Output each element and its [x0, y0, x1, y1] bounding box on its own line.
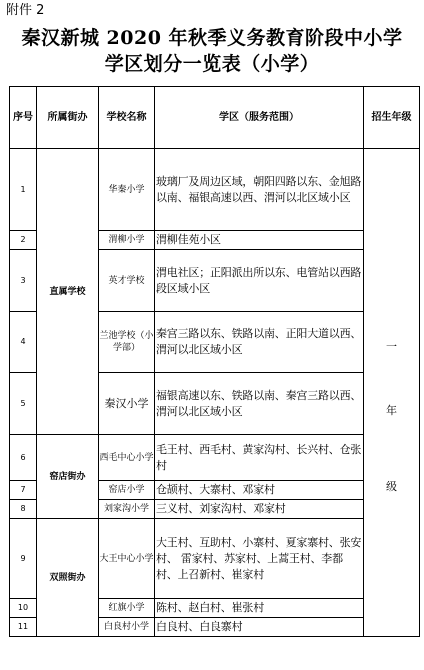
- grade-char-1: 一: [386, 340, 397, 353]
- row-no: 3: [10, 250, 37, 312]
- table-row: [10, 519, 420, 599]
- service-area: 渭柳佳苑小区: [155, 231, 364, 250]
- service-area: 福银高速以东、铁路以南、秦宫三路以西、渭河以北区域小区: [155, 373, 364, 435]
- row-no: 9: [10, 519, 37, 599]
- district-zhishu: 直属学校: [37, 149, 99, 435]
- row-no: 7: [10, 481, 37, 500]
- header-school: 学校名称: [99, 87, 155, 149]
- service-area: 秦宫三路以东、铁路以南、正阳大道以西、渭河以北区域小区: [155, 312, 364, 373]
- service-area: 玻璃厂及周边区域，朝阳四路以东、金旭路以南、福银高速以西、渭河以北区域小区: [155, 149, 364, 231]
- school-name: 华秦小学: [99, 149, 155, 231]
- header-area: 学区（服务范围）: [155, 87, 364, 149]
- table-header-row: [10, 87, 420, 149]
- table-row: [10, 149, 420, 231]
- header-grade: 招生年级: [364, 87, 420, 149]
- page-title-line-1: 秦汉新城 2020 年秋季义务教育阶段中小学: [21, 27, 403, 49]
- service-area: 白良村、白良寨村: [155, 618, 364, 637]
- district-shuangzhao: 双照街办: [37, 519, 99, 637]
- school-name: 红旗小学: [99, 599, 155, 618]
- service-area: 仓颉村、大寨村、邓家村: [155, 481, 364, 500]
- school-name: 秦汉小学: [99, 373, 155, 435]
- service-area: 三义村、刘家沟村、邓家村: [155, 500, 364, 519]
- table-row: [10, 435, 420, 481]
- annex-label: 附件 2: [6, 3, 45, 18]
- grade-char-2: 年: [386, 404, 397, 417]
- row-no: 4: [10, 312, 37, 373]
- district-yaodian: 窑店街办: [37, 435, 99, 519]
- school-name: 西毛中心小学: [99, 435, 155, 481]
- school-name: 渭柳小学: [99, 231, 155, 250]
- school-name: 刘家沟小学: [99, 500, 155, 519]
- service-area: 大王村、互助村、小寨村、夏家寨村、张安村、 雷家村、苏家村、上蒿王村、李都村、上召新村、崔家村: [155, 519, 364, 599]
- row-no: 8: [10, 500, 37, 519]
- row-no: 1: [10, 149, 37, 231]
- service-area: 毛王村、西毛村、黄家沟村、长兴村、仓张村: [155, 435, 364, 481]
- school-name: 大王中心小学: [99, 519, 155, 599]
- page-title-line-2: 学区划分一览表（小学）: [104, 53, 320, 75]
- grade-cell: [364, 149, 420, 637]
- header-no: 序号: [10, 87, 37, 149]
- row-no: 10: [10, 599, 37, 618]
- school-name: 兰池学校（小学部）: [99, 312, 155, 373]
- school-name: 英才学校: [99, 250, 155, 312]
- service-area: 渭电社区；正阳派出所以东、电管站以西路段区域小区: [155, 250, 364, 312]
- row-no: 11: [10, 618, 37, 637]
- school-name: 窑店小学: [99, 481, 155, 500]
- header-district: 所属街办: [37, 87, 99, 149]
- row-no: 6: [10, 435, 37, 481]
- school-name: 白良村小学: [99, 618, 155, 637]
- row-no: 2: [10, 231, 37, 250]
- grade-char-3: 级: [386, 480, 397, 493]
- row-no: 5: [10, 373, 37, 435]
- service-area: 陈村、赵白村、崔张村: [155, 599, 364, 618]
- school-district-table: [9, 86, 420, 637]
